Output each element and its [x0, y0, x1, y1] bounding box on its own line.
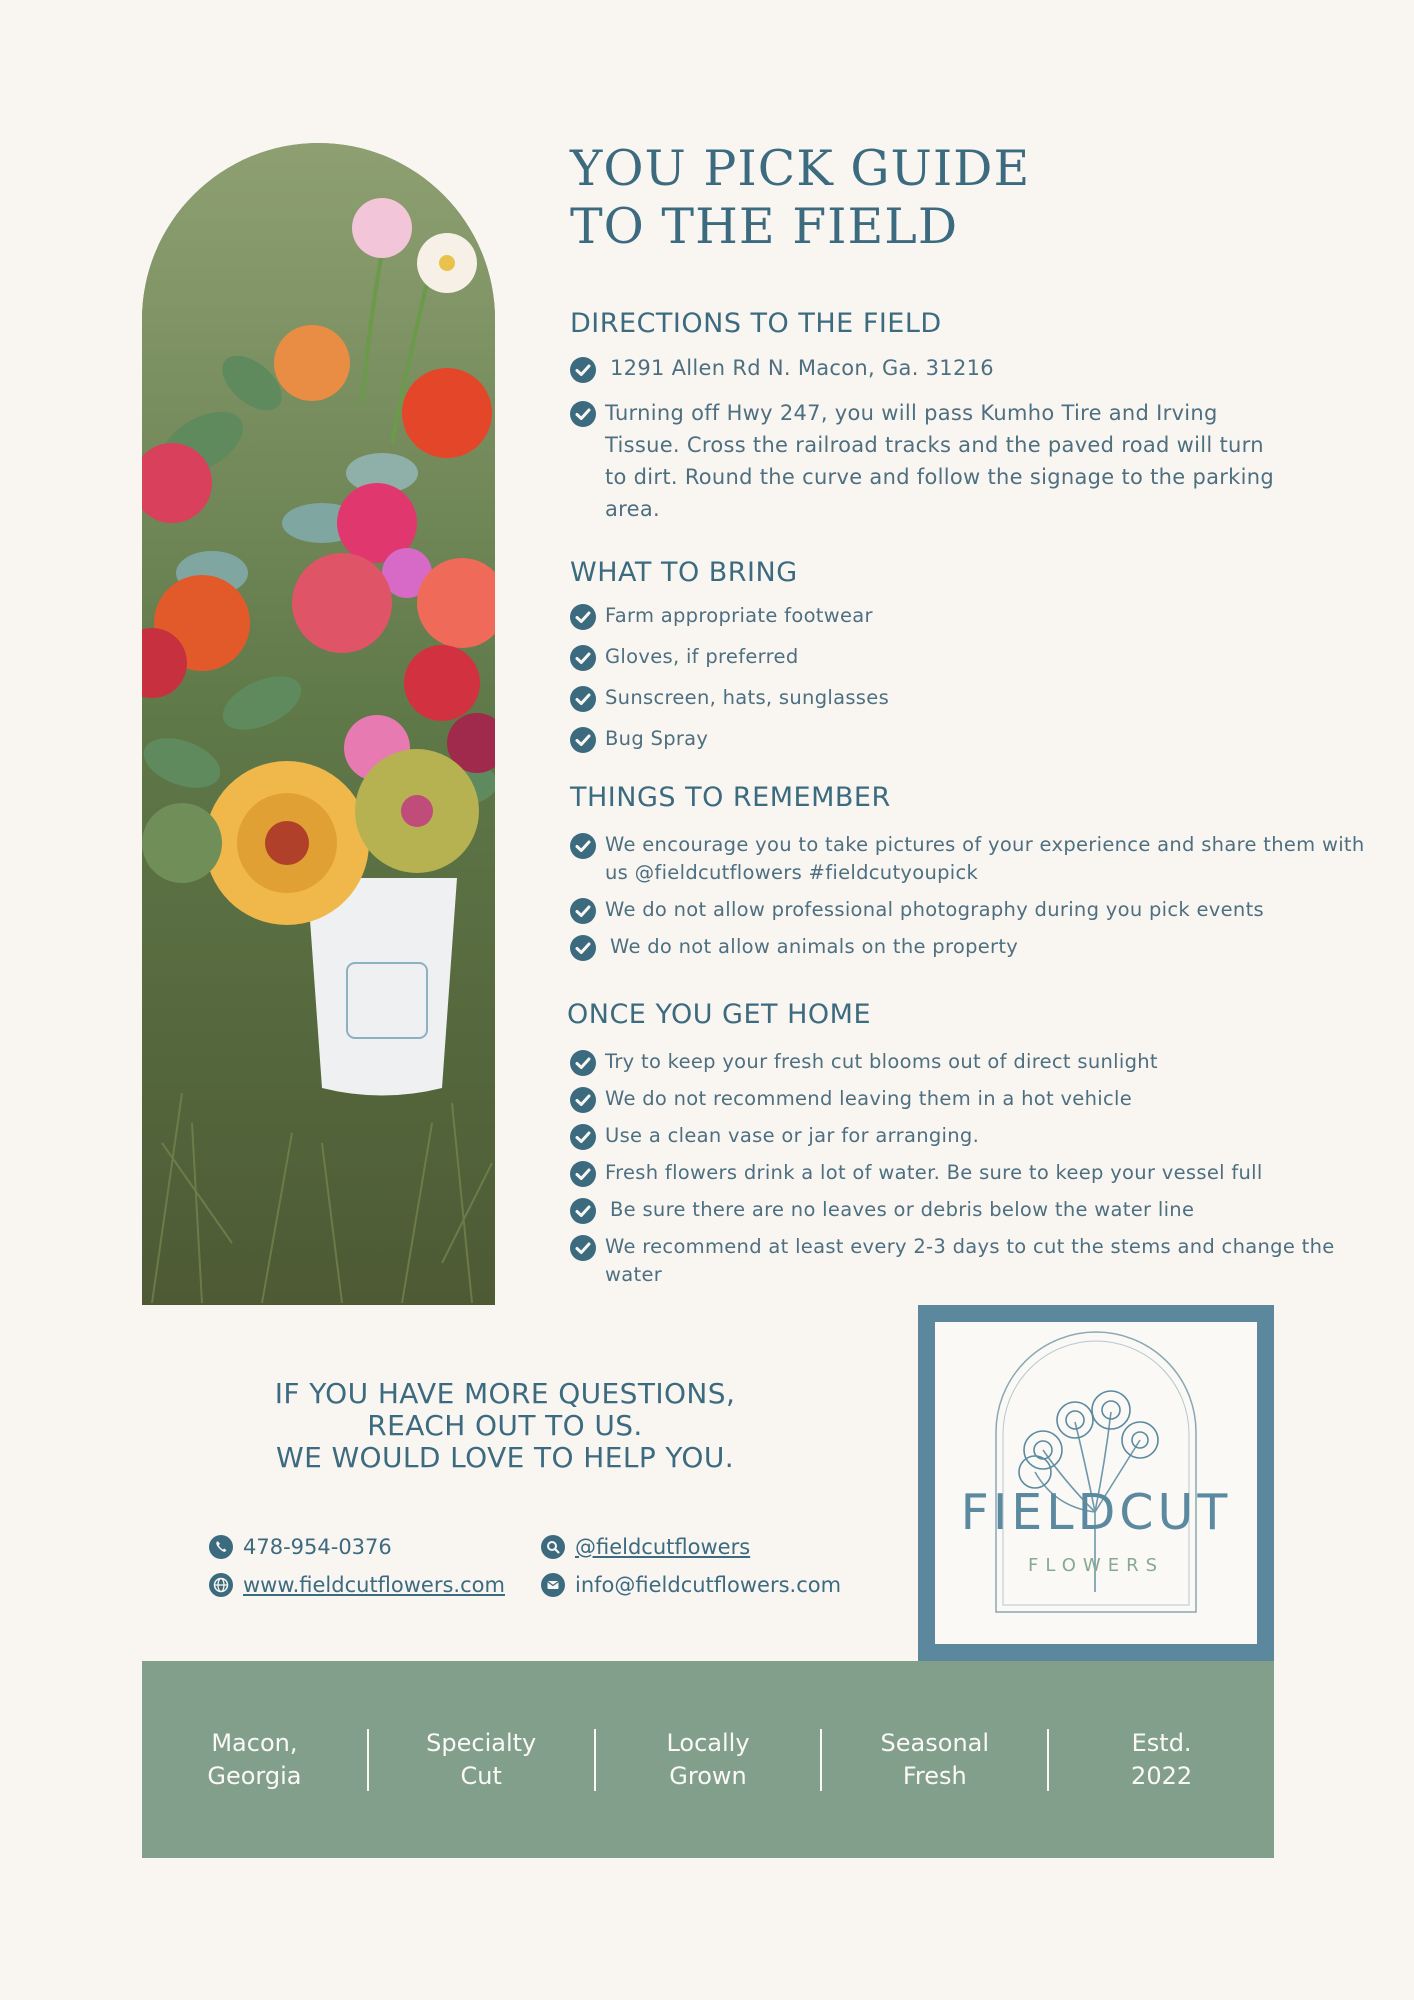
check-circle-icon: [570, 1161, 596, 1187]
feature-established: [1049, 1727, 1274, 1793]
check-circle-icon: [570, 1087, 596, 1113]
questions-callout: [240, 1378, 770, 1474]
check-circle-icon: [570, 1235, 596, 1261]
check-circle-icon: [570, 898, 596, 924]
website-link[interactable]: www.fieldcutflowers.com: [243, 1573, 505, 1597]
list-item: [570, 896, 1350, 924]
list-item-text: Turning off Hwy 247, you will pass Kumho Tire and Irving Tissue. Cross the railroad tracks and the paved road will turn to dirt. Round the curve and follow the signage to the parking area.: [605, 401, 1275, 521]
phone-number: 478-954-0376: [243, 1535, 392, 1559]
list-item: [570, 602, 1350, 630]
list-item-text: We encourage you to take pictures of your experience and share them with us @fieldcutflowers #fieldcutyoupick: [605, 833, 1365, 884]
logo-wordmark: FIELDCUT: [960, 1484, 1232, 1541]
list-item: [570, 831, 1365, 887]
list-item-text: Sunscreen, hats, sunglasses: [605, 686, 890, 709]
list-item-text: Try to keep your fresh cut blooms out of direct sunlight: [605, 1050, 1158, 1073]
instagram-contact: [541, 1535, 750, 1559]
bouquet-photo: [142, 143, 495, 1305]
instagram-link[interactable]: @fieldcutflowers: [575, 1535, 751, 1559]
check-circle-icon: [570, 935, 596, 961]
list-item-text: We do not recommend leaving them in a hot vehicle: [605, 1087, 1132, 1110]
check-circle-icon: [570, 686, 596, 712]
phone-contact: [209, 1535, 392, 1559]
mail-icon: [541, 1573, 565, 1597]
feature-line-1: Seasonal: [880, 1728, 990, 1757]
questions-line-2: REACH OUT TO US.: [367, 1409, 643, 1442]
search-icon: [541, 1535, 565, 1559]
list-item-text: Fresh flowers drink a lot of water. Be sure to keep your vessel full: [605, 1161, 1263, 1184]
logo-panel: [935, 1322, 1257, 1644]
check-circle-icon: [570, 357, 596, 383]
questions-line-3: WE WOULD LOVE TO HELP YOU.: [275, 1441, 735, 1474]
list-item: [570, 1122, 1347, 1150]
feature-local: [596, 1727, 821, 1793]
list-item-text: We do not allow animals on the property: [610, 935, 1019, 958]
things-to-remember-heading: THINGS TO REMEMBER: [570, 782, 891, 813]
list-item-text: Bug Spray: [605, 727, 709, 750]
list-item: [570, 725, 1350, 753]
logo-subtitle: FLOWERS: [1027, 1555, 1164, 1576]
list-item-text: Gloves, if preferred: [605, 645, 799, 668]
once-you-get-home-section: [567, 999, 1347, 1298]
list-item: [570, 1085, 1347, 1113]
things-to-remember-list: [570, 831, 1365, 961]
check-circle-icon: [570, 401, 596, 427]
once-you-get-home-heading: ONCE YOU GET HOME: [567, 999, 872, 1030]
directions-heading: DIRECTIONS TO THE FIELD: [570, 308, 942, 339]
feature-line-2: Georgia: [207, 1761, 302, 1790]
check-circle-icon: [570, 833, 596, 859]
feature-specialty: [369, 1727, 594, 1793]
feature-location: [142, 1727, 367, 1793]
email-address: info@fieldcutflowers.com: [575, 1573, 842, 1597]
list-item: [570, 1233, 1345, 1289]
check-circle-icon: [570, 1050, 596, 1076]
what-to-bring-section: [570, 557, 1350, 766]
feature-line-2: 2022: [1131, 1761, 1193, 1790]
list-item: [570, 1048, 1347, 1076]
check-circle-icon: [570, 645, 596, 671]
list-item-text: We recommend at least every 2-3 days to cut the stems and change the water: [605, 1235, 1335, 1286]
title-line-2: TO THE FIELD: [570, 198, 959, 255]
list-item: [570, 933, 1350, 961]
title-line-1: YOU PICK GUIDE: [570, 140, 1031, 197]
list-item: [570, 684, 1350, 712]
phone-icon: [209, 1535, 233, 1559]
feature-line-2: Fresh: [902, 1761, 967, 1790]
things-to-remember-section: [570, 782, 1365, 970]
list-item: [570, 353, 1350, 383]
feature-line-2: Grown: [669, 1761, 747, 1790]
questions-line-1: IF YOU HAVE MORE QUESTIONS,: [274, 1377, 736, 1410]
feature-line-2: Cut: [460, 1761, 502, 1790]
list-item: [570, 1159, 1347, 1187]
feature-line-1: Macon,: [211, 1728, 298, 1757]
feature-line-1: Estd.: [1131, 1728, 1192, 1757]
bouquet-illustration: [142, 143, 495, 1305]
check-circle-icon: [570, 1198, 596, 1224]
directions-list: [570, 353, 1350, 525]
directions-section: [570, 308, 1350, 537]
list-item-text: Be sure there are no leaves or debris below the water line: [610, 1198, 1195, 1221]
check-circle-icon: [570, 604, 596, 630]
list-item: [570, 1196, 1347, 1224]
fieldcut-logo: [918, 1305, 1274, 1661]
globe-icon: [209, 1573, 233, 1597]
list-item: [570, 397, 1285, 525]
list-item: [570, 643, 1350, 671]
once-you-get-home-list: [570, 1048, 1347, 1289]
what-to-bring-heading: WHAT TO BRING: [570, 557, 798, 588]
list-item-text: We do not allow professional photography during you pick events: [605, 898, 1264, 921]
feature-line-1: Locally: [666, 1728, 750, 1757]
list-item-text: 1291 Allen Rd N. Macon, Ga. 31216: [610, 356, 994, 380]
list-item-text: Farm appropriate footwear: [605, 604, 873, 627]
check-circle-icon: [570, 1124, 596, 1150]
bouquet-arch-icon: [935, 1322, 1257, 1644]
page-title: [570, 140, 1130, 256]
list-item-text: Use a clean vase or jar for arranging.: [605, 1124, 980, 1147]
website-contact: [209, 1573, 505, 1597]
check-circle-icon: [570, 727, 596, 753]
features-band: [142, 1661, 1274, 1858]
email-contact: [541, 1573, 841, 1597]
feature-line-1: Specialty: [426, 1728, 537, 1757]
what-to-bring-list: [570, 602, 1350, 753]
feature-seasonal: [822, 1727, 1047, 1793]
